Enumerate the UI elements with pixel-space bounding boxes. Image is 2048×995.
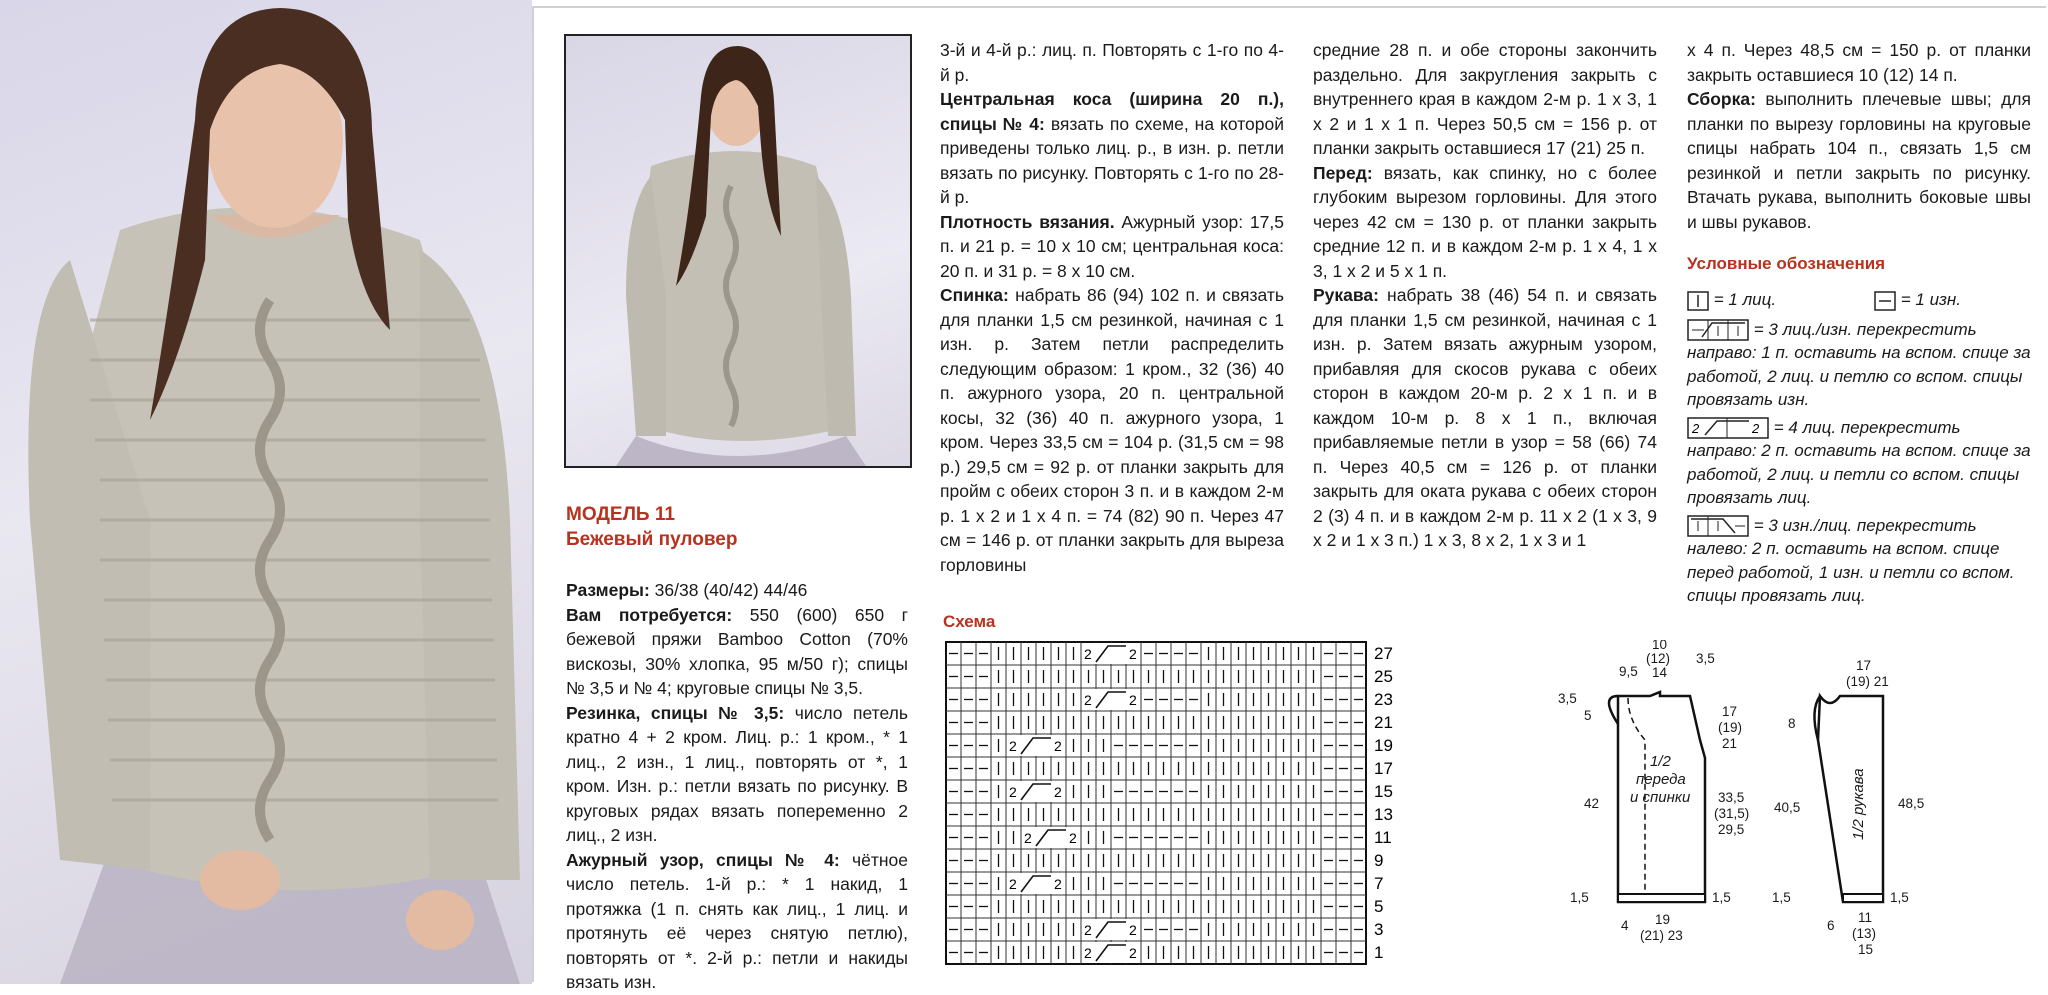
schema-title: Схема: [943, 612, 996, 631]
cross-right-4-symbol-icon: [1687, 417, 1769, 439]
model-photo-small: [564, 34, 912, 468]
legend-item-1: [1687, 318, 2031, 412]
front-side: 33,5: [1718, 790, 1745, 805]
paragraph-lace: [566, 848, 908, 995]
text-materials: 550 (600) 650 г бежевой пряжи Bamboo Cotton (70% вискозы, 30% хлопка, 95 м/50 г); спицы № 3,5 и № 4; круговые спицы № 3,5.: [566, 604, 908, 698]
legend-title: Условные обозначения: [1687, 254, 1886, 273]
paragraph-gauge: [940, 210, 1284, 284]
front-bottom-sizes: (21) 23: [1640, 928, 1683, 943]
text-sleeves-cont: х 4 п. Через 48,5 см = 150 р. от планки закрыть оставшиеся 10 (12) 14 п.: [1687, 40, 2031, 85]
front-bottom-small: 4: [1621, 918, 1629, 933]
sleeve-schematic: [1772, 658, 1924, 957]
text-cable: вязать по схеме, на которой приведены только лиц. р., в изн. р. петли вязать по рисунку. Повторять с 1-го по 28-й р.: [940, 113, 1284, 207]
paragraph-front: [1313, 161, 1657, 284]
paragraph-materials: [566, 603, 908, 701]
schematic-drawing: [1500, 640, 1970, 960]
front-armhole-last: 21: [1722, 736, 1738, 751]
model-number: МОДЕЛЬ 11: [566, 504, 675, 525]
sleeve-cap: 8: [1788, 716, 1796, 731]
legend-knit-text: = 1 лиц.: [1713, 290, 1777, 309]
front-top-width-sizes: (12): [1646, 651, 1671, 666]
paragraph-rows: [940, 38, 1284, 87]
garment-schematics: [1500, 640, 1970, 965]
front-label-3: и спинки: [1630, 789, 1691, 806]
label-gauge: Плотность вязания.: [940, 211, 1115, 232]
row-number: 9: [1374, 851, 1384, 870]
row-number: 7: [1374, 874, 1384, 893]
text-gauge: Ажурный узор: 17,5 п. и 21 р. = 10 х 10 см; центральная коса: 20 п. и 31 р. = 8 х 10 см.: [940, 211, 1284, 281]
sleeve-top-sizes: (19) 21: [1846, 674, 1889, 689]
sleeve-band-right: 1,5: [1890, 890, 1909, 905]
legend-knit: [1687, 288, 1776, 312]
row-number: 17: [1374, 759, 1393, 778]
purl-symbol-icon: [1874, 291, 1896, 311]
cable-digit: 2: [1129, 922, 1137, 938]
text-back-cont: средние 28 п. и обе стороны закончить раздельно. Для закругления закрыть с внутреннего края в каждом 2-м р. 1 х 3, 1 х 2 и 1 х 1 п. Через 50,5 см = 156 р. от планки закрыть оставшиеся 17 (21) 25 п.: [1313, 40, 1657, 158]
front-top-width-last: 14: [1652, 665, 1668, 680]
front-top-width: 10: [1652, 640, 1668, 652]
text-assembly: выполнить плечевые швы; для планки по вырезу горловины на круговые спицы набрать 104 п., связать 1,5 см резинкой и петли закрыть по рисунку. Втачать рукава, выполнить боковые швы и швы рукавов.: [1687, 89, 2031, 232]
front-bottom-width: 19: [1655, 912, 1671, 927]
front-armhole: 17: [1722, 704, 1738, 719]
legend-basic-row: [1687, 288, 2031, 312]
row-number: 23: [1374, 690, 1393, 709]
row-number: 19: [1374, 736, 1393, 755]
cross-left-3-symbol-icon: [1687, 515, 1749, 537]
cable-digit: 2: [1084, 692, 1092, 708]
sleeve-total: 48,5: [1898, 796, 1925, 811]
front-left-dim1: 3,5: [1558, 691, 1577, 706]
label-sleeves: Рукава:: [1313, 285, 1379, 305]
paragraph-sleeves: [1313, 283, 1657, 553]
text-rib: число петель кратно 4 + 2 кром. Лиц. р.: 1 кром., * 1 лиц., 2 изн., 1 лиц., повторять от *, 1 кром. Изн. р.: петли вязать по рисунку. В круговых рядах вязать попеременно 2 лиц., 2 изн.: [566, 702, 908, 845]
text-sizes: 36/38 (40/42) 44/46: [649, 580, 808, 600]
row-number: 3: [1374, 920, 1384, 939]
front-left-dim2: 5: [1584, 708, 1592, 723]
text-back: набрать 86 (94) 102 п. и связать для планки 1,5 см резинкой, начиная с 1 изн. р. Затем петли распределить следующим образом: 1 кром., 32 (36) 40 п. ажурного узора, 20 п. центральной косы, 32 (36) 40 п. ажурного узора, 1 кром. Через 33,5 см = 104 р. (31,5 см = 98 р.) 29,5 см = 92 р. от планки закрыть для пройм с обеих сторон 3 п. и в каждом 2-м р. 1 х 2 и 1 х 4 п. = 74 (82) 90 п. Через 47 см = 146 р. от планки закрыть для выреза горловины: [940, 285, 1284, 575]
text-lace: чётное число петель. 1-й р.: * 1 накид, 1 протяжка (1 п. снять как лиц., 1 лиц. и протянуть её через снятую петлю), повторять от *. 2-й р.: петли и накиды вязать изн.: [566, 849, 908, 992]
sleeve-bottom-sizes: (13): [1852, 926, 1877, 941]
sleeve-bottom-small: 6: [1827, 918, 1835, 933]
label-assembly: Сборка:: [1687, 89, 1756, 109]
label-back: Спинка:: [940, 285, 1009, 305]
label-rib: Резинка, спицы № 3,5:: [566, 702, 785, 723]
sleeve-top: 17: [1856, 658, 1872, 673]
paragraph-assembly: [1687, 87, 2031, 234]
front-side-sizes: (31,5): [1714, 806, 1750, 821]
cable-digit: 2: [1054, 784, 1062, 800]
label-lace: Ажурный узор, спицы № 4:: [566, 849, 840, 870]
row-number: 5: [1374, 897, 1384, 916]
cable-digit: 2: [1129, 646, 1137, 662]
svg-text:2: 2: [1752, 421, 1760, 437]
cable-digit: 2: [1054, 738, 1062, 754]
legend-purl: [1874, 288, 1961, 312]
row-number: 11: [1374, 828, 1392, 847]
legend-item-2-text: = 4 лиц. перекрестить направо: 2 п. оставить на вспом. спице за работой, 2 лиц. и петли со вспом. спицы провязать лиц.: [1687, 417, 2031, 508]
front-side-last: 29,5: [1718, 822, 1745, 837]
cable-digit: 2: [1054, 876, 1062, 892]
paragraph-sizes: [566, 578, 908, 603]
paragraph-rib: [566, 701, 908, 848]
row-number: 21: [1374, 713, 1393, 732]
sleeve-bottom: 11: [1858, 910, 1873, 925]
paragraph-back-cont: [1313, 38, 1657, 161]
cable-digit: 2: [1084, 646, 1092, 662]
model-photo-large: [0, 0, 532, 984]
front-armhole-sizes: (19): [1718, 720, 1743, 735]
text-column-4: [1687, 38, 2031, 234]
cable-digit: 2: [1084, 922, 1092, 938]
cable-digit: 2: [1069, 830, 1077, 846]
sleeve-height: 40,5: [1774, 800, 1801, 815]
legend-item-3-text: = 3 изн./лиц. перекрестить налево: 2 п. оставить на вспом. спице перед работой, 1 изн. и петли со вспом. спицы провязать лиц.: [1687, 515, 2015, 606]
row-number: 25: [1374, 667, 1393, 686]
cable-digit: 2: [1129, 692, 1137, 708]
legend-item-2: [1687, 416, 2031, 510]
paragraph-sleeves-cont: [1687, 38, 2031, 87]
text-front: вязать, как спинку, но с более глубоким вырезом горловины. Для этого через 42 см = 130 р. от планки закрыть средние 12 п. и в каждом 2-м р. 1 х 4, 1 х 3, 1 х 2 и 5 х 1 п.: [1313, 162, 1657, 281]
text-rows: 3-й и 4-й р.: лиц. п. Повторять с 1-го по 4-й р.: [940, 40, 1284, 85]
cable-digit: 2: [1129, 945, 1137, 961]
model-thumbnail-illustration: [566, 36, 910, 466]
sleeve-band-left: 1,5: [1772, 890, 1791, 905]
front-shoulder: 9,5: [1619, 664, 1638, 679]
front-height: 42: [1584, 796, 1600, 811]
label-sizes: Размеры:: [566, 580, 650, 600]
text-column-2: [940, 38, 1284, 577]
sleeve-label: 1/2 рукава: [1850, 768, 1867, 840]
legend: [1687, 288, 2031, 608]
front-label-2: переда: [1636, 771, 1686, 788]
legend-item-1-text: = 3 лиц./изн. перекрестить направо: 1 п. оставить на вспом. спице за работой, 2 лиц. и петлю со вспом. спицы провязать изн.: [1687, 319, 2031, 410]
cable-digit: 2: [1024, 830, 1032, 846]
text-sleeves: набрать 38 (46) 54 п. и связать для планки 1,5 см резинкой, начиная с 1 изн. р. Затем вязать ажурным узором, прибавляя для скосов рукава с обеих сторон в каждом 20-м р. 2 х 1 п. и в каждом 10-м р. 8 х 1 п., включая прибавляемые петли в узор = 58 (66) 74 п. Через 40,5 см = 126 р. от планки закрыть для оката рукава с обеих сторон 2 (3) 4 п. и в каждом 2-м р. 11 х 2 (1 х 3, 9 х 2 и 1 х 3 п.) 1 х 3, 8 х 2, 1 х 3 и 1: [1313, 285, 1657, 550]
cable-digit: 2: [1009, 738, 1017, 754]
row-number: 15: [1374, 782, 1393, 801]
cable-digit: 2: [1009, 876, 1017, 892]
svg-text:2: 2: [1692, 421, 1700, 437]
label-cable: Центральная коса (ширина 20 п.), спицы № 4:: [940, 89, 1284, 134]
cable-digit: 2: [1009, 784, 1017, 800]
cable-digit: 2: [1084, 945, 1092, 961]
front-back-schematic: [1558, 640, 1749, 943]
label-front: Перед:: [1313, 162, 1373, 183]
model-name: Бежевый пуловер: [566, 529, 738, 550]
label-materials: Вам потребуется:: [566, 604, 733, 625]
front-band-right: 1,5: [1712, 890, 1731, 905]
row-number: 1: [1374, 943, 1384, 962]
paragraph-cable: [940, 87, 1284, 210]
front-label-1: 1/2: [1650, 753, 1671, 770]
text-column-1: [566, 578, 908, 995]
model-illustration: [0, 0, 532, 984]
legend-item-3: [1687, 514, 2031, 608]
row-number: 13: [1374, 805, 1393, 824]
text-column-3: [1313, 38, 1657, 553]
knitting-chart: [942, 638, 1412, 973]
knitting-chart-grid: [942, 638, 1412, 968]
front-neck-depth: 3,5: [1696, 651, 1715, 666]
model-heading: [566, 502, 737, 552]
front-band-left: 1,5: [1570, 890, 1589, 905]
cross-right-3-symbol-icon: [1687, 319, 1749, 341]
sleeve-bottom-last: 15: [1858, 942, 1874, 957]
paragraph-back: [940, 283, 1284, 577]
row-number: 27: [1374, 644, 1393, 663]
knit-symbol-icon: [1687, 291, 1709, 311]
legend-purl-text: = 1 изн.: [1900, 290, 1961, 309]
